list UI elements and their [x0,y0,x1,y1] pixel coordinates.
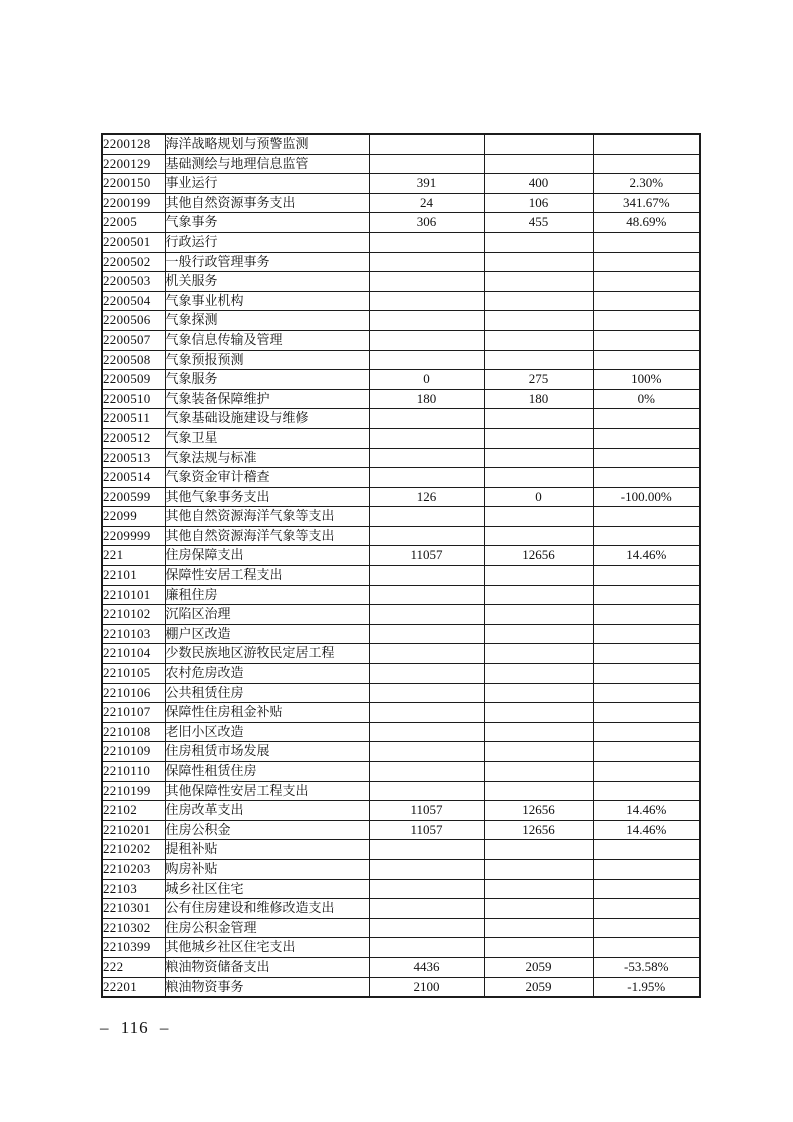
name-cell: 其他保障性安居工程支出 [165,781,369,801]
value2-cell [484,899,593,919]
name-cell: 提租补贴 [165,840,369,860]
value1-cell [369,762,484,782]
name-cell: 住房公积金 [165,820,369,840]
code-cell: 2210106 [102,683,165,703]
value2-cell [484,252,593,272]
table-row [102,781,700,801]
code-cell: 2210109 [102,742,165,762]
table-row [102,566,700,586]
name-cell: 气象事业机构 [165,291,369,311]
value1-cell [369,742,484,762]
name-cell: 保障性住房租金补贴 [165,703,369,723]
table-row [102,722,700,742]
table-row [102,213,700,233]
value1-cell: 391 [369,174,484,194]
value1-cell [369,252,484,272]
value1-cell [369,899,484,919]
code-cell: 22102 [102,801,165,821]
value2-cell [484,468,593,488]
name-cell: 海洋战略规划与预警监测 [165,134,369,154]
table-row [102,232,700,252]
value1-cell [369,134,484,154]
percent-cell [593,311,700,331]
code-cell: 2200512 [102,428,165,448]
percent-cell [593,781,700,801]
value2-cell [484,859,593,879]
table-row [102,507,700,527]
code-cell: 22005 [102,213,165,233]
percent-cell [593,899,700,919]
code-cell: 22201 [102,977,165,997]
value2-cell [484,154,593,174]
table-row [102,957,700,977]
percent-cell [593,664,700,684]
value1-cell [369,468,484,488]
percent-cell: 0% [593,389,700,409]
code-cell: 2200514 [102,468,165,488]
code-cell: 2200501 [102,232,165,252]
value1-cell [369,154,484,174]
value1-cell: 11057 [369,801,484,821]
percent-cell [593,762,700,782]
code-cell: 2200503 [102,272,165,292]
code-cell: 2210105 [102,664,165,684]
table-row [102,820,700,840]
table-row [102,585,700,605]
code-cell: 222 [102,957,165,977]
table-row [102,350,700,370]
name-cell: 气象卫星 [165,428,369,448]
value1-cell [369,859,484,879]
name-cell: 机关服务 [165,272,369,292]
value1-cell [369,526,484,546]
value1-cell: 11057 [369,820,484,840]
table-row [102,644,700,664]
table-row [102,487,700,507]
value1-cell [369,840,484,860]
value1-cell [369,428,484,448]
percent-cell: 14.46% [593,546,700,566]
table-row [102,546,700,566]
budget-table [101,133,701,998]
value2-cell [484,742,593,762]
value1-cell [369,918,484,938]
percent-cell [593,134,700,154]
code-cell: 2210199 [102,781,165,801]
table-row [102,918,700,938]
value1-cell [369,605,484,625]
value2-cell [484,409,593,429]
percent-cell: -53.58% [593,957,700,977]
table-row [102,311,700,331]
budget-table-body [102,134,700,997]
percent-cell [593,526,700,546]
value1-cell [369,585,484,605]
value2-cell [484,781,593,801]
name-cell: 气象装备保障维护 [165,389,369,409]
table-row [102,879,700,899]
value2-cell [484,605,593,625]
percent-cell: 100% [593,370,700,390]
value2-cell: 12656 [484,546,593,566]
table-row [102,291,700,311]
name-cell: 其他自然资源事务支出 [165,193,369,213]
name-cell: 公共租赁住房 [165,683,369,703]
table-row [102,448,700,468]
percent-cell [593,428,700,448]
name-cell: 其他自然资源海洋气象等支出 [165,507,369,527]
value1-cell: 4436 [369,957,484,977]
name-cell: 其他城乡社区住宅支出 [165,938,369,958]
percent-cell [593,468,700,488]
name-cell: 其他自然资源海洋气象等支出 [165,526,369,546]
code-cell: 2200599 [102,487,165,507]
percent-cell [593,683,700,703]
table-row [102,272,700,292]
table-row [102,899,700,919]
table-row [102,801,700,821]
table-row [102,389,700,409]
percent-cell [593,507,700,527]
table-row [102,605,700,625]
value1-cell [369,644,484,664]
name-cell: 农村危房改造 [165,664,369,684]
value1-cell [369,683,484,703]
percent-cell [593,938,700,958]
percent-cell: -1.95% [593,977,700,997]
value2-cell [484,272,593,292]
value2-cell [484,664,593,684]
value2-cell [484,762,593,782]
code-cell: 2200502 [102,252,165,272]
name-cell: 基础测绘与地理信息监管 [165,154,369,174]
value2-cell [484,722,593,742]
percent-cell [593,644,700,664]
value1-cell [369,781,484,801]
name-cell: 气象资金审计稽查 [165,468,369,488]
value1-cell [369,664,484,684]
name-cell: 住房改革支出 [165,801,369,821]
value2-cell [484,428,593,448]
table-row [102,762,700,782]
value1-cell: 11057 [369,546,484,566]
code-cell: 221 [102,546,165,566]
name-cell: 城乡社区住宅 [165,879,369,899]
table-row [102,938,700,958]
code-cell: 2210104 [102,644,165,664]
code-cell: 2209999 [102,526,165,546]
value1-cell [369,291,484,311]
code-cell: 2200506 [102,311,165,331]
percent-cell: 14.46% [593,801,700,821]
value1-cell [369,272,484,292]
value2-cell [484,134,593,154]
name-cell: 保障性租赁住房 [165,762,369,782]
code-cell: 2200128 [102,134,165,154]
percent-cell [593,409,700,429]
code-cell: 2200150 [102,174,165,194]
value2-cell: 455 [484,213,593,233]
value2-cell [484,624,593,644]
value1-cell [369,311,484,331]
code-cell: 22103 [102,879,165,899]
name-cell: 行政运行 [165,232,369,252]
value1-cell [369,232,484,252]
value1-cell: 0 [369,370,484,390]
code-cell: 2210108 [102,722,165,742]
value1-cell [369,722,484,742]
code-cell: 2210103 [102,624,165,644]
percent-cell: 341.67% [593,193,700,213]
table-row [102,526,700,546]
table-row [102,252,700,272]
table-row [102,428,700,448]
value1-cell [369,938,484,958]
value2-cell [484,311,593,331]
value2-cell [484,938,593,958]
name-cell: 廉租住房 [165,585,369,605]
table-row [102,624,700,644]
name-cell: 沉陷区治理 [165,605,369,625]
percent-cell: 2.30% [593,174,700,194]
value2-cell: 180 [484,389,593,409]
value2-cell: 275 [484,370,593,390]
code-cell: 2210201 [102,820,165,840]
percent-cell [593,252,700,272]
percent-cell [593,918,700,938]
name-cell: 气象事务 [165,213,369,233]
name-cell: 老旧小区改造 [165,722,369,742]
table-row [102,370,700,390]
value2-cell: 0 [484,487,593,507]
value1-cell [369,566,484,586]
percent-cell [593,272,700,292]
value2-cell: 2059 [484,957,593,977]
value2-cell: 400 [484,174,593,194]
value1-cell [369,330,484,350]
percent-cell [593,232,700,252]
name-cell: 事业运行 [165,174,369,194]
name-cell: 公有住房建设和维修改造支出 [165,899,369,919]
name-cell: 气象服务 [165,370,369,390]
code-cell: 2210110 [102,762,165,782]
value2-cell: 12656 [484,801,593,821]
code-cell: 22101 [102,566,165,586]
percent-cell [593,722,700,742]
percent-cell [593,154,700,174]
name-cell: 粮油物资事务 [165,977,369,997]
percent-cell [593,605,700,625]
percent-cell [593,624,700,644]
table-row [102,193,700,213]
value1-cell [369,507,484,527]
value2-cell [484,448,593,468]
code-cell: 2210102 [102,605,165,625]
table-row [102,742,700,762]
code-cell: 2210107 [102,703,165,723]
percent-cell [593,350,700,370]
table-row [102,174,700,194]
name-cell: 气象信息传输及管理 [165,330,369,350]
code-cell: 2200508 [102,350,165,370]
code-cell: 2200504 [102,291,165,311]
table-row [102,664,700,684]
value2-cell [484,232,593,252]
value1-cell: 126 [369,487,484,507]
table-row [102,330,700,350]
value1-cell: 24 [369,193,484,213]
percent-cell [593,291,700,311]
code-cell: 2210203 [102,859,165,879]
value1-cell [369,409,484,429]
percent-cell [593,840,700,860]
name-cell: 气象法规与标准 [165,448,369,468]
value1-cell [369,448,484,468]
table-row [102,468,700,488]
table-row [102,703,700,723]
code-cell: 2210101 [102,585,165,605]
value2-cell [484,526,593,546]
value2-cell: 106 [484,193,593,213]
code-cell: 2200511 [102,409,165,429]
value1-cell [369,879,484,899]
code-cell: 2200510 [102,389,165,409]
value1-cell: 2100 [369,977,484,997]
table-row [102,154,700,174]
table-row [102,134,700,154]
value2-cell: 2059 [484,977,593,997]
value1-cell [369,624,484,644]
percent-cell [593,742,700,762]
name-cell: 一般行政管理事务 [165,252,369,272]
percent-cell [593,566,700,586]
percent-cell [593,448,700,468]
percent-cell: 48.69% [593,213,700,233]
name-cell: 气象预报预测 [165,350,369,370]
value2-cell [484,703,593,723]
value2-cell [484,644,593,664]
value2-cell [484,291,593,311]
name-cell: 保障性安居工程支出 [165,566,369,586]
value2-cell [484,840,593,860]
value2-cell [484,507,593,527]
value2-cell [484,879,593,899]
percent-cell [593,330,700,350]
code-cell: 2200509 [102,370,165,390]
percent-cell [593,859,700,879]
percent-cell [593,879,700,899]
percent-cell [593,585,700,605]
name-cell: 住房保障支出 [165,546,369,566]
name-cell: 购房补贴 [165,859,369,879]
table-row [102,977,700,997]
code-cell: 2200513 [102,448,165,468]
value1-cell [369,350,484,370]
percent-cell: 14.46% [593,820,700,840]
percent-cell [593,703,700,723]
name-cell: 气象基础设施建设与维修 [165,409,369,429]
value2-cell [484,683,593,703]
value1-cell [369,703,484,723]
name-cell: 其他气象事务支出 [165,487,369,507]
value2-cell [484,330,593,350]
code-cell: 22099 [102,507,165,527]
page-number: – 116 – [100,1018,170,1037]
value1-cell: 180 [369,389,484,409]
table-row [102,683,700,703]
code-cell: 2200507 [102,330,165,350]
table-row [102,859,700,879]
code-cell: 2210302 [102,918,165,938]
name-cell: 住房公积金管理 [165,918,369,938]
value1-cell: 306 [369,213,484,233]
code-cell: 2200199 [102,193,165,213]
code-cell: 2210301 [102,899,165,919]
name-cell: 棚户区改造 [165,624,369,644]
name-cell: 少数民族地区游牧民定居工程 [165,644,369,664]
table-row [102,409,700,429]
name-cell: 气象探测 [165,311,369,331]
value2-cell: 12656 [484,820,593,840]
code-cell: 2210202 [102,840,165,860]
value2-cell [484,566,593,586]
code-cell: 2200129 [102,154,165,174]
value2-cell [484,350,593,370]
name-cell: 住房租赁市场发展 [165,742,369,762]
value2-cell [484,585,593,605]
name-cell: 粮油物资储备支出 [165,957,369,977]
percent-cell: -100.00% [593,487,700,507]
value2-cell [484,918,593,938]
table-row [102,840,700,860]
code-cell: 2210399 [102,938,165,958]
